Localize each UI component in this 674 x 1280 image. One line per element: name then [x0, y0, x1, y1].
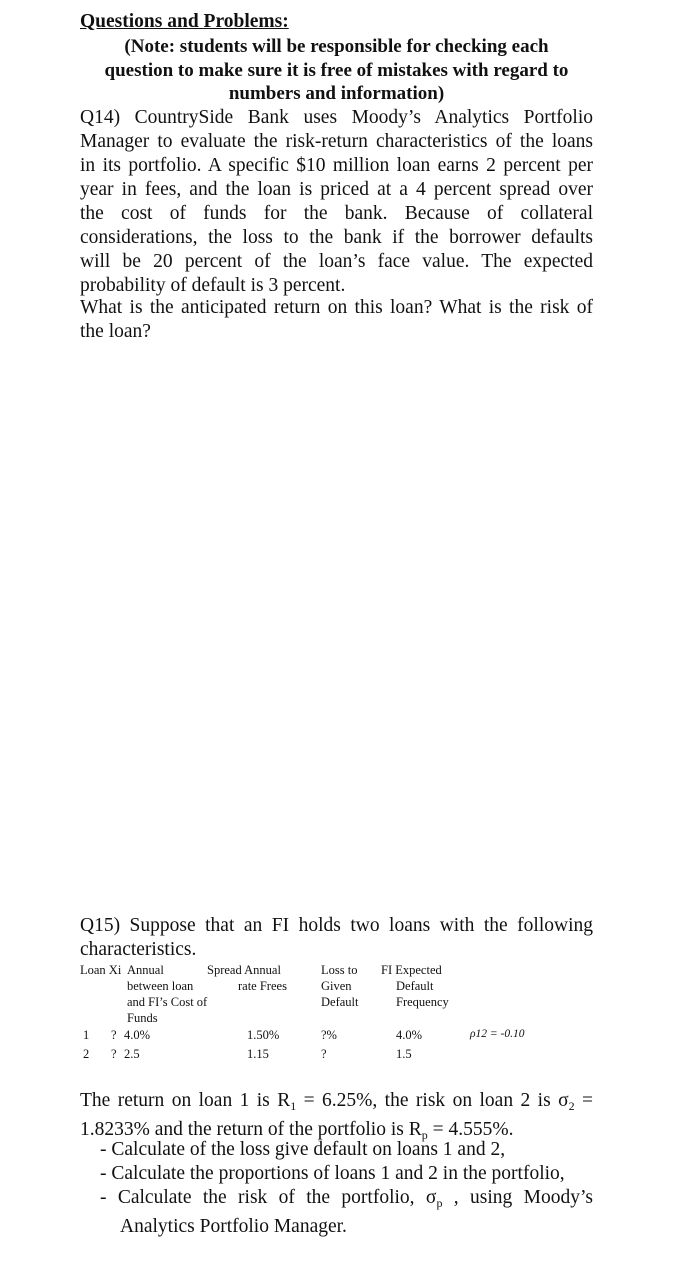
table-header-fi-edf — [381, 962, 449, 1010]
table-cell-loan: 2 — [83, 1047, 90, 1061]
table-cell-edf: 1.5 — [396, 1047, 412, 1061]
table-cell-spread: 2.5 — [124, 1047, 140, 1061]
table-header-line: Spread Annual — [207, 963, 281, 977]
q14-line: considerations, the loss to the bank if the borrower defaults — [80, 227, 593, 248]
table-cell-fees: 1.50% — [247, 1028, 280, 1042]
table-header-line: rate Frees — [238, 979, 287, 993]
given-text: 1.8233% and the return of the portfolio is R — [80, 1119, 422, 1140]
section-heading: Questions and Problems: — [80, 11, 289, 32]
table-header-spread — [207, 962, 287, 994]
table-cell-edf: 4.0% — [396, 1028, 423, 1042]
q14-line: will be 20 percent of the loan’s face value. The expected — [80, 251, 593, 272]
task-text: , using Moody’s — [442, 1187, 594, 1208]
table-cell-correlation: ρ12 = -0.10 — [470, 1028, 525, 1040]
note-block — [80, 35, 593, 106]
table-header-line: Annual — [127, 963, 164, 977]
q14-question — [80, 296, 593, 344]
q14-line: year in fees, and the loan is priced at a 4 percent spread over — [80, 179, 593, 200]
q15-intro-line: characteristics. — [80, 939, 197, 960]
table-cell-spread: 4.0% — [124, 1028, 151, 1042]
table-cell-lgd: ? — [321, 1047, 327, 1061]
note-line: (Note: students will be responsible for checking each — [124, 36, 549, 57]
subscript: 2 — [568, 1099, 575, 1113]
given-text: = 4.555%. — [427, 1119, 514, 1140]
q15-given-line — [80, 1089, 593, 1118]
table-header-line: Funds — [127, 1011, 158, 1025]
table-header-loan: Loan Xi — [80, 963, 122, 977]
table-cell-loan: 1 — [83, 1028, 90, 1042]
q14-line: Manager to evaluate the risk-return characteristics of the loans — [80, 131, 593, 152]
q15-intro — [80, 914, 593, 962]
q14-question-line: the loan? — [80, 321, 151, 342]
q14-line: Q14) CountrySide Bank uses Moody’s Analytics Portfolio — [80, 107, 593, 128]
q14-line: probability of default is 3 percent. — [80, 275, 346, 296]
note-line: numbers and information) — [228, 83, 445, 104]
q15-intro-line: Q15) Suppose that an FI holds two loans with the following — [80, 915, 593, 936]
q14-line: in its portfolio. A specific $10 million loan earns 2 percent per — [80, 155, 593, 176]
note-line: question to make sure it is free of mistakes with regard to — [104, 59, 569, 81]
task-item: - Calculate the proportions of loans 1 and 2 in the portfolio, — [100, 1163, 565, 1184]
table-header-line: Loss to — [321, 963, 358, 977]
subscript: p — [436, 1196, 443, 1210]
subscript: 1 — [290, 1099, 297, 1113]
table-cell-xi: ? — [111, 1028, 117, 1042]
table-header-line: between loan — [127, 979, 194, 993]
q14-paragraph — [80, 106, 593, 298]
table-header-line: FI Expected — [381, 963, 442, 977]
subscript: p — [421, 1128, 428, 1142]
table-cell-xi: ? — [111, 1047, 117, 1061]
table-header-line: and FI’s Cost of — [127, 995, 208, 1009]
task-item: - Calculate of the loss give default on loans 1 and 2, — [100, 1139, 506, 1160]
given-text: = — [574, 1090, 594, 1111]
q15-task-list — [100, 1138, 593, 1239]
table-header-line: Frequency — [396, 995, 449, 1009]
task-item — [100, 1186, 593, 1215]
table-cell-fees: 1.15 — [247, 1047, 269, 1061]
table-cell-lgd: ?% — [321, 1028, 337, 1042]
given-text: = 6.25%, the risk on loan 2 is σ — [296, 1090, 569, 1111]
table-header-loss — [321, 962, 358, 1010]
q14-line: the cost of funds for the bank. Because of collateral — [80, 203, 593, 224]
task-item-continued: Analytics Portfolio Manager. — [120, 1216, 347, 1237]
table-header-line: Given — [321, 979, 352, 993]
table-header-line: Default — [321, 995, 359, 1009]
table-header-line: Default — [396, 979, 434, 993]
given-text: The return on loan 1 is R — [80, 1090, 291, 1111]
task-text: - Calculate the risk of the portfolio, σ — [100, 1187, 437, 1208]
q14-question-line: What is the anticipated return on this loan? What is the risk of — [80, 297, 593, 318]
